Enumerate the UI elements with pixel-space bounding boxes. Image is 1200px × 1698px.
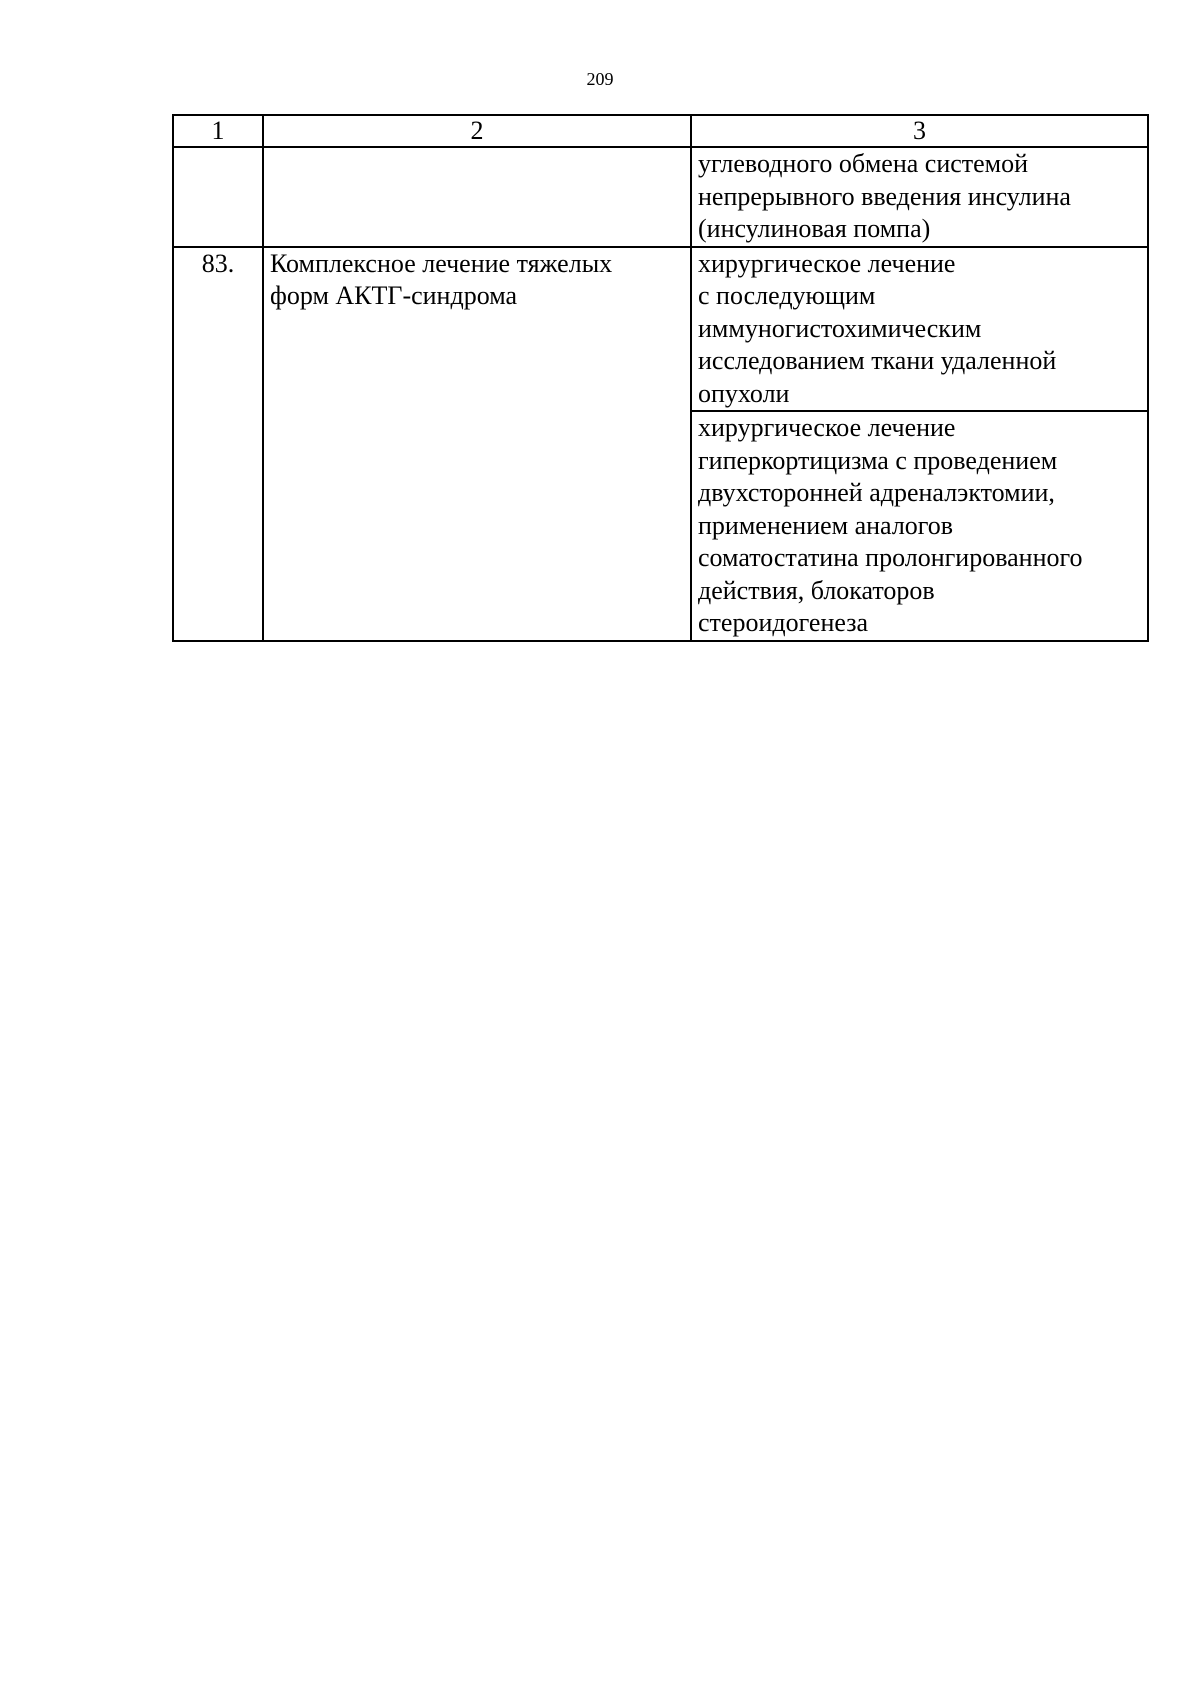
document-table (172, 114, 1149, 642)
continuation-col-3 (691, 147, 1148, 247)
table-row-83 (173, 247, 1148, 412)
entry-name: Комплексное лечение тяжелых форм АКТГ-синдрома (270, 248, 613, 310)
header-col-1: 1 (173, 115, 263, 147)
continuation-col-1 (173, 147, 263, 247)
table-row-continuation (173, 147, 1148, 247)
continuation-col-2 (263, 147, 691, 247)
page-number: 209 (586, 69, 614, 89)
entry-method-2-cell (691, 411, 1148, 641)
entry-method-1: хирургическое лечение с последующим иммуногистохимическим исследованием ткани удаленной опухоли (698, 248, 1057, 408)
entry-method-2: хирургическое лечение гиперкортицизма с проведением двухсторонней адреналэктомии, применением аналогов соматостатина пролонгированного действия, блокаторов стероидогенеза (698, 413, 1083, 637)
table-header-row (173, 115, 1148, 147)
continuation-method-text: углеводного обмена системой непрерывного введения инсулина (инсулиновая помпа) (698, 149, 1071, 243)
entry-method-1-cell (691, 247, 1148, 412)
entry-name-cell (263, 247, 691, 641)
header-col-3: 3 (691, 115, 1148, 147)
entry-number: 83. (173, 247, 263, 641)
header-col-2: 2 (263, 115, 691, 147)
